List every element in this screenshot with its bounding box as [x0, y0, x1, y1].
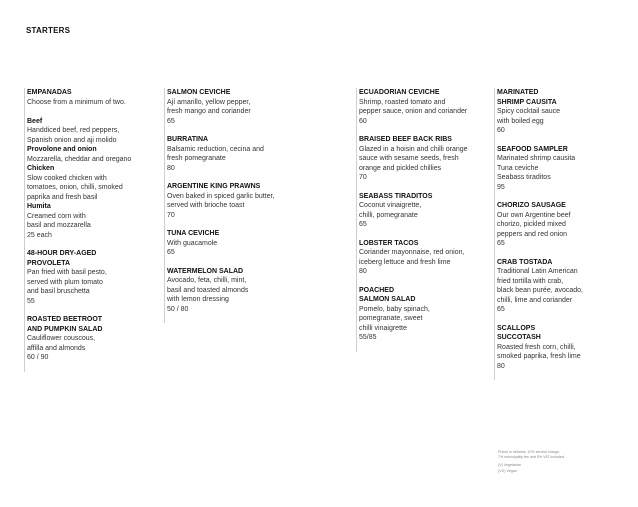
- item-price: 65: [167, 249, 175, 256]
- item-name: BURRATINA: [167, 136, 209, 143]
- sub-item-name: Chicken: [27, 165, 55, 172]
- sub-item-name: Humita: [27, 203, 51, 210]
- item-description: Avocado, feta, chilli, mint, basil and toasted almonds with lemon dressing: [167, 277, 249, 303]
- item-name: LOBSTER TACOS: [359, 239, 419, 247]
- footnote-legend: (V) Vegetarian (VG) Vegan: [498, 463, 521, 473]
- sub-item-description: Slow cooked chicken with tomatoes, onion, chilli, smoked paprika and fresh basil: [27, 174, 123, 201]
- item-name: EMPANADAS: [27, 89, 72, 96]
- menu-item: [497, 258, 617, 315]
- item-description: Pan fried with basil pesto, served with plum tomato and basil bruschetta: [27, 269, 107, 295]
- menu-column-2: [164, 88, 295, 323]
- item-description: Cauliflower couscous, affilla and almonds: [27, 335, 96, 352]
- item-description: Coconut vinaigrette, chilli, pomegranate: [359, 202, 422, 219]
- item-name: SEAFOOD SAMPLER: [497, 145, 568, 153]
- item-price: 65: [359, 221, 367, 228]
- menu-item: [167, 88, 295, 126]
- menu-item: [167, 182, 295, 220]
- item-description: Ají amarillo, yellow pepper, fresh mango and coriander: [167, 98, 251, 115]
- item-price: 60: [359, 117, 367, 125]
- footnote: [498, 450, 618, 474]
- item-price: 50 / 80: [167, 305, 189, 313]
- item-price: 70: [167, 211, 175, 219]
- item-price: 65: [167, 117, 175, 125]
- menu-item: [359, 239, 487, 277]
- menu-item: [497, 324, 617, 372]
- item-name: TUNA CEVICHE: [167, 230, 220, 237]
- item-description: Coriander mayonnaise, red onion, iceberg lettuce and fresh lime: [359, 249, 465, 266]
- item-name: SCALLOPS SUCCOTASH: [497, 324, 541, 341]
- item-name: CRAB TOSTADA: [497, 258, 553, 266]
- item-name: CHORIZO SAUSAGE: [497, 202, 566, 209]
- item-price: 60: [497, 127, 505, 134]
- item-description: Spicy cocktail sauce with boiled egg: [497, 108, 561, 125]
- sub-item-name: Beef: [27, 117, 43, 125]
- item-description: With guacamole: [167, 239, 218, 247]
- item-price: 60 / 90: [27, 354, 49, 361]
- menu-item: [359, 192, 487, 230]
- item-price: 95: [497, 183, 505, 191]
- item-description: Choose from a minimum of two.: [27, 98, 126, 106]
- sub-item-description: Mozzarella, cheddar and oregano: [27, 155, 132, 163]
- item-name: MARINATED SHRIMP CAUSITA: [497, 89, 557, 106]
- sub-item-description: Handdiced beef, red peppers, Spanish onion and aji molido: [27, 127, 120, 144]
- item-price: 25 each: [27, 231, 52, 239]
- menu-item: [27, 249, 145, 306]
- menu-item: [27, 88, 145, 240]
- item-name: ECUADORIAN CEVICHE: [359, 89, 440, 96]
- item-description: Traditional Latin American fried tortilla with crab, black bean purée, avocado, chilli, lime and coriander: [497, 268, 584, 304]
- item-description: Shrimp, roasted tomato and pepper sauce, onion and coriander: [359, 98, 468, 115]
- menu-item: [167, 267, 295, 315]
- sub-item-name: Provolone and onion: [27, 146, 97, 153]
- item-description: Glazed in a hoisin and chilli orange sauce with sesame seeds, fresh orange and pickled chillies: [359, 145, 468, 172]
- item-price: 80: [359, 268, 367, 275]
- sub-item-description: Creamed corn with basil and mozzarella: [27, 212, 91, 229]
- menu-item: [497, 145, 617, 193]
- menu-column-3: [356, 88, 487, 352]
- menu-item: [359, 88, 487, 126]
- item-price: 70: [359, 174, 367, 181]
- item-description: Roasted fresh corn, chilli, smoked paprika, fresh lime: [497, 343, 581, 360]
- menu-column-4: [494, 88, 617, 380]
- item-price: 55/85: [359, 334, 377, 341]
- item-description: Oven baked in spiced garlic butter, served with brioche toast: [167, 192, 275, 209]
- menu-item: [497, 88, 617, 136]
- item-price: 55: [27, 297, 35, 305]
- item-price: 80: [167, 164, 175, 172]
- menu-item: [167, 135, 295, 173]
- item-description: Marinated shrimp causita Tuna ceviche Seabass tiraditos: [497, 155, 576, 181]
- item-name: BRAISED BEEF BACK RIBS: [359, 136, 452, 143]
- item-name: WATERMELON SALAD: [167, 267, 244, 275]
- menu-item: [167, 229, 295, 258]
- item-price: 80: [497, 362, 505, 370]
- item-description: Our own Argentine beef chorizo, pickled mixed peppers and red onion: [497, 211, 571, 238]
- menu-item: [359, 135, 487, 183]
- item-name: ROASTED BEETROOT AND PUMPKIN SALAD: [27, 316, 103, 333]
- item-name: ARGENTINE KING PRAWNS: [167, 183, 261, 190]
- item-price: 65: [497, 240, 505, 247]
- menu-item: [359, 286, 487, 343]
- menu-item: [27, 315, 145, 363]
- menu-item: [497, 201, 617, 249]
- item-name: SEABASS TIRADITOS: [359, 192, 433, 200]
- item-name: 48-HOUR DRY-AGED PROVOLETA: [27, 250, 97, 267]
- item-name: POACHED SALMON SALAD: [359, 286, 416, 303]
- menu-column-1: [24, 88, 145, 372]
- item-price: 65: [497, 306, 505, 313]
- page-title: STARTERS: [26, 26, 71, 35]
- item-description: Balsamic reduction, cecina and fresh pomegranate: [167, 145, 264, 162]
- item-name: SALMON CEVICHE: [167, 89, 231, 96]
- item-description: Pomelo, baby spinach, pomegranate, sweet chilli vinaigrette: [359, 305, 430, 332]
- footnote-pricing: Prices in dirhams. 10% service charge, 7% municipality fee and 5% VAT included.: [498, 450, 565, 460]
